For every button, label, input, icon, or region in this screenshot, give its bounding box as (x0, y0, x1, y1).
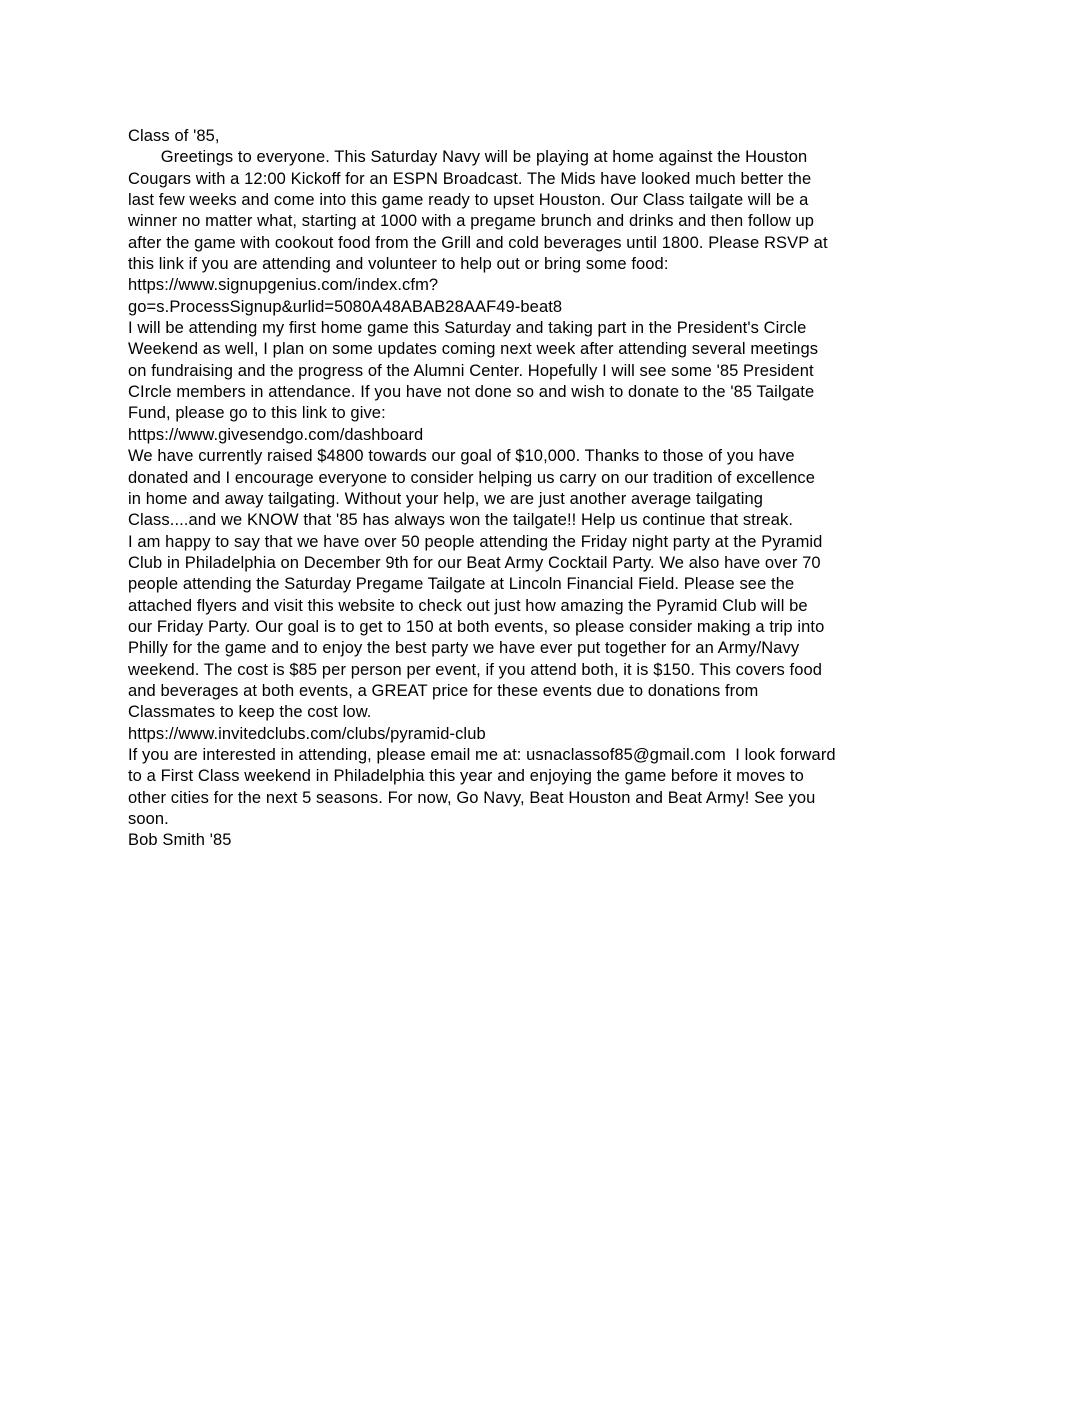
letter-line: https://www.givesendgo.com/dashboard (128, 425, 424, 444)
letter-line: weekend. The cost is $85 per person per event, if you attend both, it is $150. This covers food (128, 660, 823, 679)
letter-line: https://www.signupgenius.com/index.cfm? (128, 276, 439, 295)
letter-line: our Friday Party. Our goal is to get to 150 at both events, so please consider making a trip into (128, 617, 825, 636)
letter-line: If you are interested in attending, please email me at: usnaclassof85@gmail.com I look forward (128, 745, 836, 764)
letter-line: to a First Class weekend in Philadelphia this year and enjoying the game before it moves to (128, 767, 804, 786)
letter-body (128, 126, 968, 852)
letter-line: soon. (128, 810, 169, 828)
letter-line: Club in Philadelphia on December 9th for our Beat Army Cocktail Party. We also have over 70 (128, 553, 821, 572)
letter-line: Bob Smith '85 (128, 831, 232, 850)
letter-line: go=s.ProcessSignup&urlid=5080A48ABAB28AAF49-beat8 (128, 297, 563, 316)
letter-line: Cougars with a 12:00 Kickoff for an ESPN Broadcast. The Mids have looked much better the (128, 169, 812, 188)
letter-line: people attending the Saturday Pregame Tailgate at Lincoln Financial Field. Please see the (128, 575, 795, 594)
letter-line: on fundraising and the progress of the Alumni Center. Hopefully I will see some '85 President (128, 361, 814, 380)
letter-line: in home and away tailgating. Without your help, we are just another average tailgating (128, 489, 764, 508)
letter-line: Fund, please go to this link to give: (128, 404, 386, 423)
letter-line: I will be attending my first home game this Saturday and taking part in the President's Circle (128, 319, 807, 338)
letter-line: donated and I encourage everyone to consider helping us carry on our tradition of excellence (128, 468, 816, 487)
letter-line: other cities for the next 5 seasons. For now, Go Navy, Beat Houston and Beat Army! See you (128, 788, 816, 807)
letter-line: attached flyers and visit this website to check out just how amazing the Pyramid Club will be (128, 596, 808, 615)
letter-line: Greetings to everyone. This Saturday Navy will be playing at home against the Houston (128, 148, 808, 167)
letter-line: and beverages at both events, a GREAT price for these events due to donations from (128, 681, 759, 700)
letter-line: last few weeks and come into this game ready to upset Houston. Our Class tailgate will be a (128, 191, 809, 210)
letter-line: this link if you are attending and volunteer to help out or bring some food: (128, 255, 669, 274)
letter-line: Philly for the game and to enjoy the best party we have ever put together for an Army/Navy (128, 639, 800, 658)
letter-line: CIrcle members in attendance. If you have not done so and wish to donate to the '85 Tailgate (128, 383, 815, 402)
letter-line: Class of '85, (128, 127, 220, 145)
letter-line: winner no matter what, starting at 1000 with a pregame brunch and drinks and then follow up (128, 212, 814, 231)
letter-line: Classmates to keep the cost low. (128, 703, 372, 722)
letter-line: Class....and we KNOW that '85 has always won the tailgate!! Help us continue that streak. (128, 511, 794, 530)
letter-line: We have currently raised $4800 towards our goal of $10,000. Thanks to those of you have (128, 447, 795, 466)
letter-line: after the game with cookout food from the Grill and cold beverages until 1800. Please RSVP at (128, 233, 828, 252)
letter-line: I am happy to say that we have over 50 people attending the Friday night party at the Pyramid (128, 532, 823, 551)
letter-line: https://www.invitedclubs.com/clubs/pyramid-club (128, 724, 486, 743)
letter-line: Weekend as well, I plan on some updates coming next week after attending several meetings (128, 340, 819, 359)
